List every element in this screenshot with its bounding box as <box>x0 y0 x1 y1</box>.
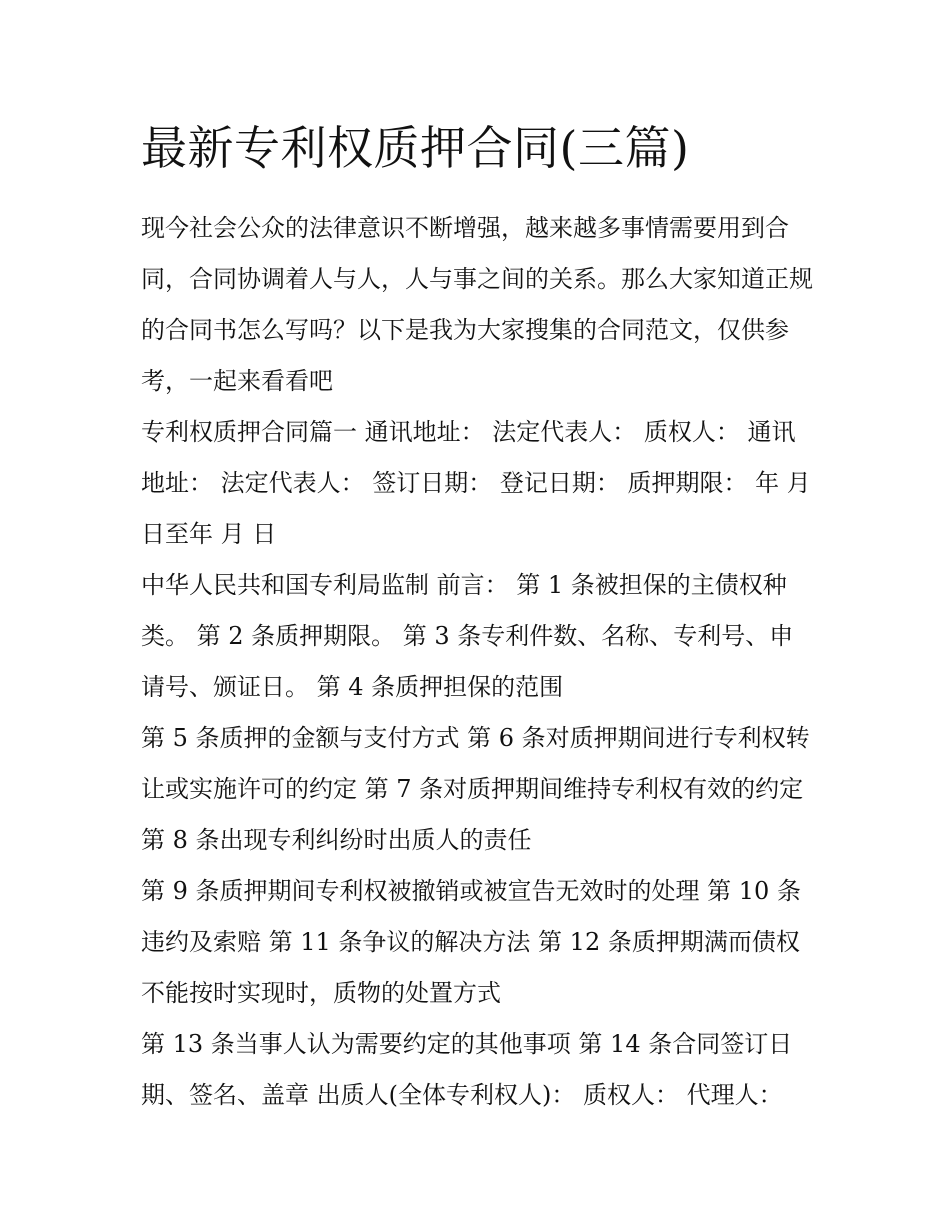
articles-9-12-paragraph: 第 9 条质押期间专利权被撤销或被宣告无效时的处理 第 10 条违约及索赔 第 11 条争议的解决方法 第 12 条质押期满而债权不能按时实现时，质物的处置方式 <box>141 877 801 1007</box>
articles-1-4-paragraph: 中华人民共和国专利局监制 前言： 第 1 条被担保的主债权种类。 第 2 条质押期限。 第 3 条专利件数、名称、专利号、申请号、颁证日。 第 4 条质押担保的范围 <box>141 571 794 701</box>
contract-header-paragraph: 专利权质押合同篇一 通讯地址： 法定代表人： 质权人： 通讯地址： 法定代表人： 签订日期： 登记日期： 质押期限： 年 月 日至年 月 日 <box>141 418 811 548</box>
articles-5-8-paragraph: 第 5 条质押的金额与支付方式 第 6 条对质押期间进行专利权转让或实施许可的约定 第 7 条对质押期间维持专利权有效的约定 第 8 条出现专利纠纷时出质人的责任 <box>141 724 810 854</box>
document-title: 最新专利权质押合同(三篇) <box>141 121 690 175</box>
document-body <box>141 115 816 1121</box>
articles-13-14-paragraph: 第 13 条当事人认为需要约定的其他事项 第 14 条合同签订日期、签名、盖章 出质人(全体专利权人)： 质权人： 代理人： <box>141 1030 793 1109</box>
intro-paragraph: 现今社会公众的法律意识不断增强，越来越多事情需要用到合同，合同协调着人与人，人与事之间的关系。那么大家知道正规的合同书怎么写吗？以下是我为大家搜集的合同范文，仅供参考，一起来看看吧 <box>141 214 813 395</box>
